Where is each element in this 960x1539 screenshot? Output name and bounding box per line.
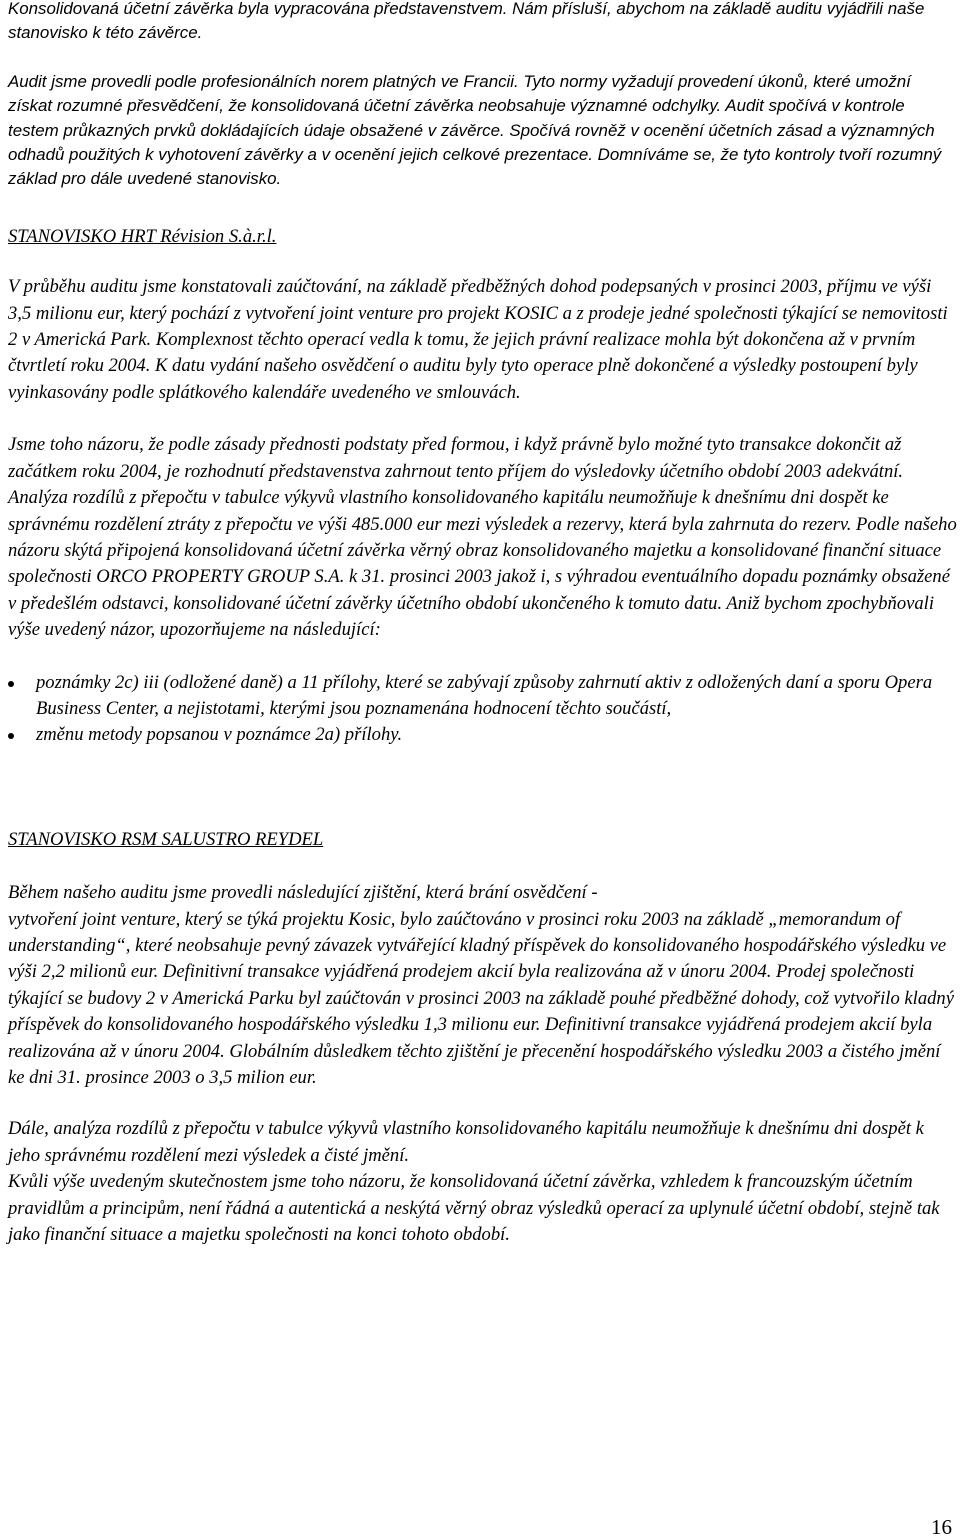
bullet-icon <box>8 681 14 687</box>
list-item-text: poznámky 2c) iii (odložené daně) a 11 přílohy, které se zabývají způsoby zahrnutí aktiv z odložených daní a sporu Opera Business Center, a nejistotami, kterými jsou poznamenána hodnocení těchto součástí, <box>36 671 933 719</box>
document-page <box>8 0 958 1248</box>
hrt-bullet-list <box>8 670 958 749</box>
hrt-paragraph-2: Jsme toho názoru, že podle zásady přednosti podstaty před formou, i když právně bylo možné tyto transakce dokončit až začátkem roku 2004, je rozhodnutí představenstva zahrnout tento příjem do výsledovky účetního období 2003 adekvátní. Analýza rozdílů z přepočtu v tabulce výkyvů vlastního konsolidovaného kapitálu neumožňuje k dnešnímu dni dospět ke správnému rozdělení ztráty z přepočtu ve výši 485.000 eur mezi výsledek a rezervy, která byla zahrnuta do rezerv. Podle našeho názoru skýtá připojená konsolidovaná účetní závěrka věrný obraz konsolidovaného majetku a konsolidované finanční situace společnosti ORCO PROPERTY GROUP S.A. k 31. prosinci 2003 jakož i, s výhradou eventuálního dopadu poznámky obsažené v předešlém odstavci, konsolidované účetní závěrky účetního období ukončeného k tomuto datu. Aniž bychom zpochybňovali výše uvedený názor, upozorňujeme na následující: <box>8 434 957 641</box>
hrt-paragraph-1: V průběhu auditu jsme konstatovali zaúčtování, na základě předběžných dohod podepsaných v prosinci 2003, příjmu ve výši 3,5 milionu eur, který pochází z vytvoření joint venture pro projekt KOSIC a z prodeje jedné společnosti týkající se nemovitosti 2 v Americká Park. Komplexnost těchto operací vedla k tomu, že jejich právní realizace mohla být dokončena až v prvním čtvrtletí roku 2004. K datu vydání našeho osvědčení o auditu byly tyto operace plně dokončené a výsledky postoupení byly vyinkasovány podle splátkového kalendáře uvedeného ve smlouvách. <box>8 276 948 403</box>
list-item <box>8 670 958 723</box>
section-heading-rsm: STANOVISKO RSM SALUSTRO REYDEL <box>8 828 324 850</box>
rsm-paragraph-2 <box>8 1116 958 1248</box>
rsm-paragraph-1-line-1: Během našeho auditu jsme provedli následující zjištění, která brání osvědčení - <box>8 882 598 904</box>
bullet-icon <box>8 733 14 739</box>
rsm-paragraph-3-body: Kvůli výše uvedeným skutečnostem jsme toho názoru, že konsolidovaná účetní závěrka, vzhledem k francouzským účetním pravidlům a principům, není řádná a autentická a neskýtá věrný obraz výsledků operací za uplynulé účetní období, stejně tak jako finanční situace a majetku společnosti na konci tohoto období. <box>8 1171 940 1246</box>
page-number: 16 <box>931 1515 952 1539</box>
rsm-paragraph-1 <box>8 880 958 1091</box>
list-item-text: změnu metody popsanou v poznámce 2a) přílohy. <box>36 724 403 746</box>
section-heading-hrt: STANOVISKO HRT Révision S.à.r.l. <box>8 225 277 247</box>
list-item <box>8 722 958 748</box>
rsm-paragraph-2-body: Dále, analýza rozdílů z přepočtu v tabulce výkyvů vlastního konsolidovaného kapitálu neumožňuje k dnešnímu dni dospět k jeho správnému rozdělení mezi výsledek a čisté jmění. <box>8 1118 924 1166</box>
intro-paragraph-2: Audit jsme provedli podle profesionálních norem platných ve Francii. Tyto normy vyžadují provedení úkonů, které umožní získat rozumné přesvědčení, že konsolidovaná účetní závěrka neobsahuje významné odchylky. Audit spočívá v kontrole testem průkazných prvků dokládajících údaje obsažené v závěrce. Spočívá rovněž v ocenění účetních zásad a významných odhadů použitých k vyhotovení závěrky a v ocenění jejich celkové prezentace. Domníváme se, že tyto kontroly tvoří rozumný základ pro dále uvedené stanovisko. <box>8 71 942 189</box>
intro-paragraph-1: Konsolidovaná účetní závěrka byla vypracována představenstvem. Nám přísluší, abychom na základě auditu vyjádřili naše stanovisko k této závěrce. <box>8 0 925 43</box>
rsm-paragraph-1-body: vytvoření joint venture, který se týká projektu Kosic, bylo zaúčtováno v prosinci roku 2003 na základě „memorandum of understanding“, které neobsahuje pevný závazek vytvářející kladný příspěvek do konsolidovaného hospodářského výsledku ve výši 2,2 milionů eur. Definitivní transakce vyjádřená prodejem akcií byla realizována až v únoru 2004. Prodej společnosti týkající se budovy 2 v Americká Parku byl zaúčtován v prosinci 2003 na základě pouhé předběžné dohody, což vytvořilo kladný příspěvek do konsolidovaného hospodářského výsledku 1,3 milionu eur. Definitivní transakce vyjádřená prodejem akcií byla realizována až v únoru 2004. Globálním důsledkem těchto zjištění je přecenění hospodářského výsledku 2003 a čistého jmění ke dni 31. prosince 2003 o 3,5 milion eur. <box>8 908 954 1088</box>
